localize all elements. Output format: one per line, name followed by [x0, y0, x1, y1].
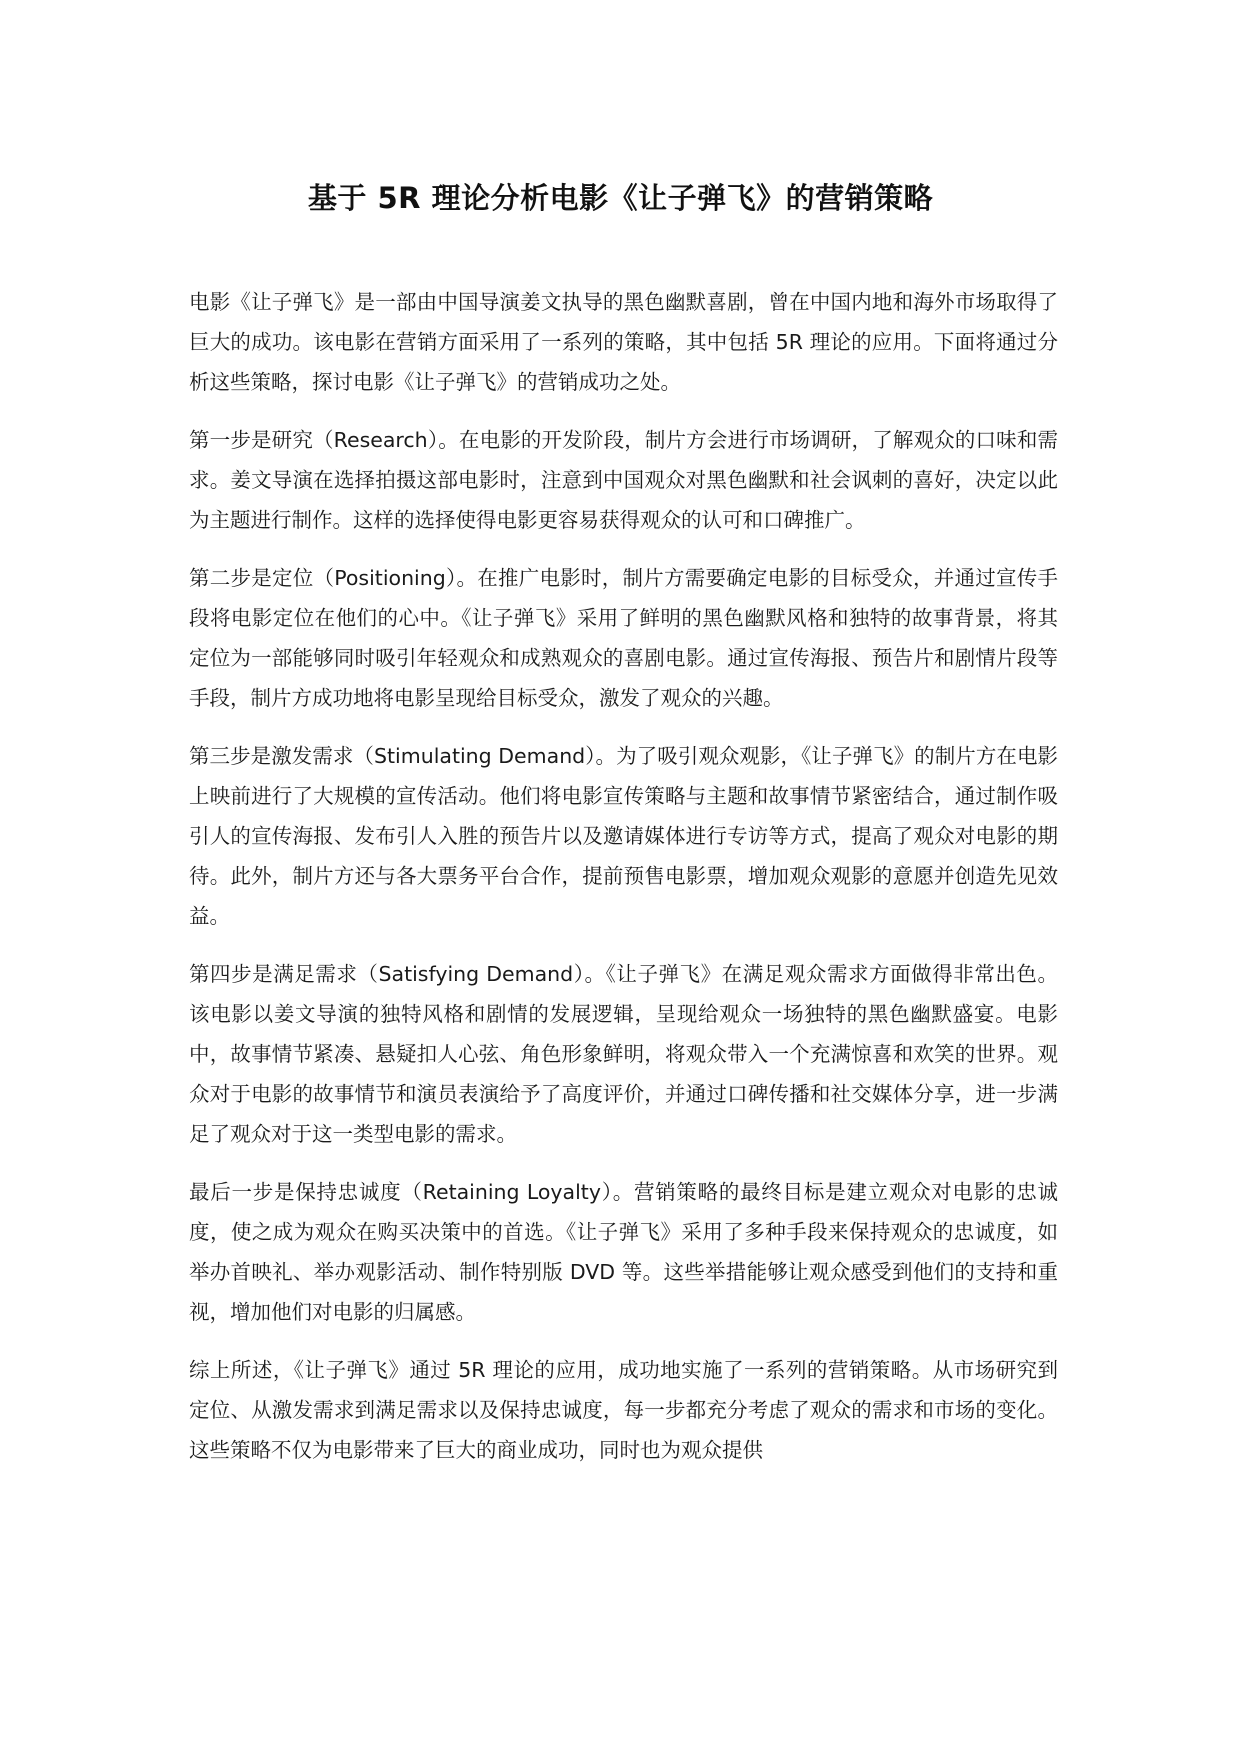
- paragraph-stimulating-demand: 第三步是激发需求（Stimulating Demand）。为了吸引观众观影，《让子弹飞》的制片方在电影上映前进行了大规模的宣传活动。他们将电影宣传策略与主题和故事情节紧密结合，通过制作吸引人的宣传海报、发布引人入胜的预告片以及邀请媒体进行专访等方式，提高了观众对电影的期待。此外，制片方还与各大票务平台合作，提前预售电影票，增加观众观影的意愿并创造先见效益。: [189, 744, 1058, 928]
- document-body: [189, 282, 1058, 1488]
- paragraph-intro: 电影《让子弹飞》是一部由中国导演姜文执导的黑色幽默喜剧，曾在中国内地和海外市场取得了巨大的成功。该电影在营销方面采用了一系列的策略，其中包括 5R 理论的应用。下面将通过分析这些策略，探讨电影《让子弹飞》的营销成功之处。: [189, 290, 1058, 394]
- paragraph-retaining-loyalty: 最后一步是保持忠诚度（Retaining Loyalty）。营销策略的最终目标是建立观众对电影的忠诚度，使之成为观众在购买决策中的首选。《让子弹飞》采用了多种手段来保持观众的忠诚度，如举办首映礼、举办观影活动、制作特别版 DVD 等。这些举措能够让观众感受到他们的支持和重视，增加他们对电影的归属感。: [189, 1180, 1058, 1324]
- paragraph-conclusion: 综上所述，《让子弹飞》通过 5R 理论的应用，成功地实施了一系列的营销策略。从市场研究到定位、从激发需求到满足需求以及保持忠诚度，每一步都充分考虑了观众的需求和市场的变化。这些策略不仅为电影带来了巨大的商业成功，同时也为观众提供: [189, 1358, 1058, 1462]
- document-title: 基于 5R 理论分析电影《让子弹飞》的营销策略: [307, 181, 934, 215]
- paragraph-positioning: 第二步是定位（Positioning）。在推广电影时，制片方需要确定电影的目标受众，并通过宣传手段将电影定位在他们的心中。《让子弹飞》采用了鲜明的黑色幽默风格和独特的故事背景，将其定位为一部能够同时吸引年轻观众和成熟观众的喜剧电影。通过宣传海报、预告片和剧情片段等手段，制片方成功地将电影呈现给目标受众，激发了观众的兴趣。: [189, 566, 1058, 710]
- paragraph-satisfying-demand: 第四步是满足需求（Satisfying Demand）。《让子弹飞》在满足观众需求方面做得非常出色。该电影以姜文导演的独特风格和剧情的发展逻辑，呈现给观众一场独特的黑色幽默盛宴。电影中，故事情节紧凑、悬疑扣人心弦、角色形象鲜明，将观众带入一个充满惊喜和欢笑的世界。观众对于电影的故事情节和演员表演给予了高度评价，并通过口碑传播和社交媒体分享，进一步满足了观众对于这一类型电影的需求。: [189, 962, 1058, 1146]
- paragraph-research: 第一步是研究（Research）。在电影的开发阶段，制片方会进行市场调研，了解观众的口味和需求。姜文导演在选择拍摄这部电影时，注意到中国观众对黑色幽默和社会讽刺的喜好，决定以此为主题进行制作。这样的选择使得电影更容易获得观众的认可和口碑推广。: [189, 428, 1058, 532]
